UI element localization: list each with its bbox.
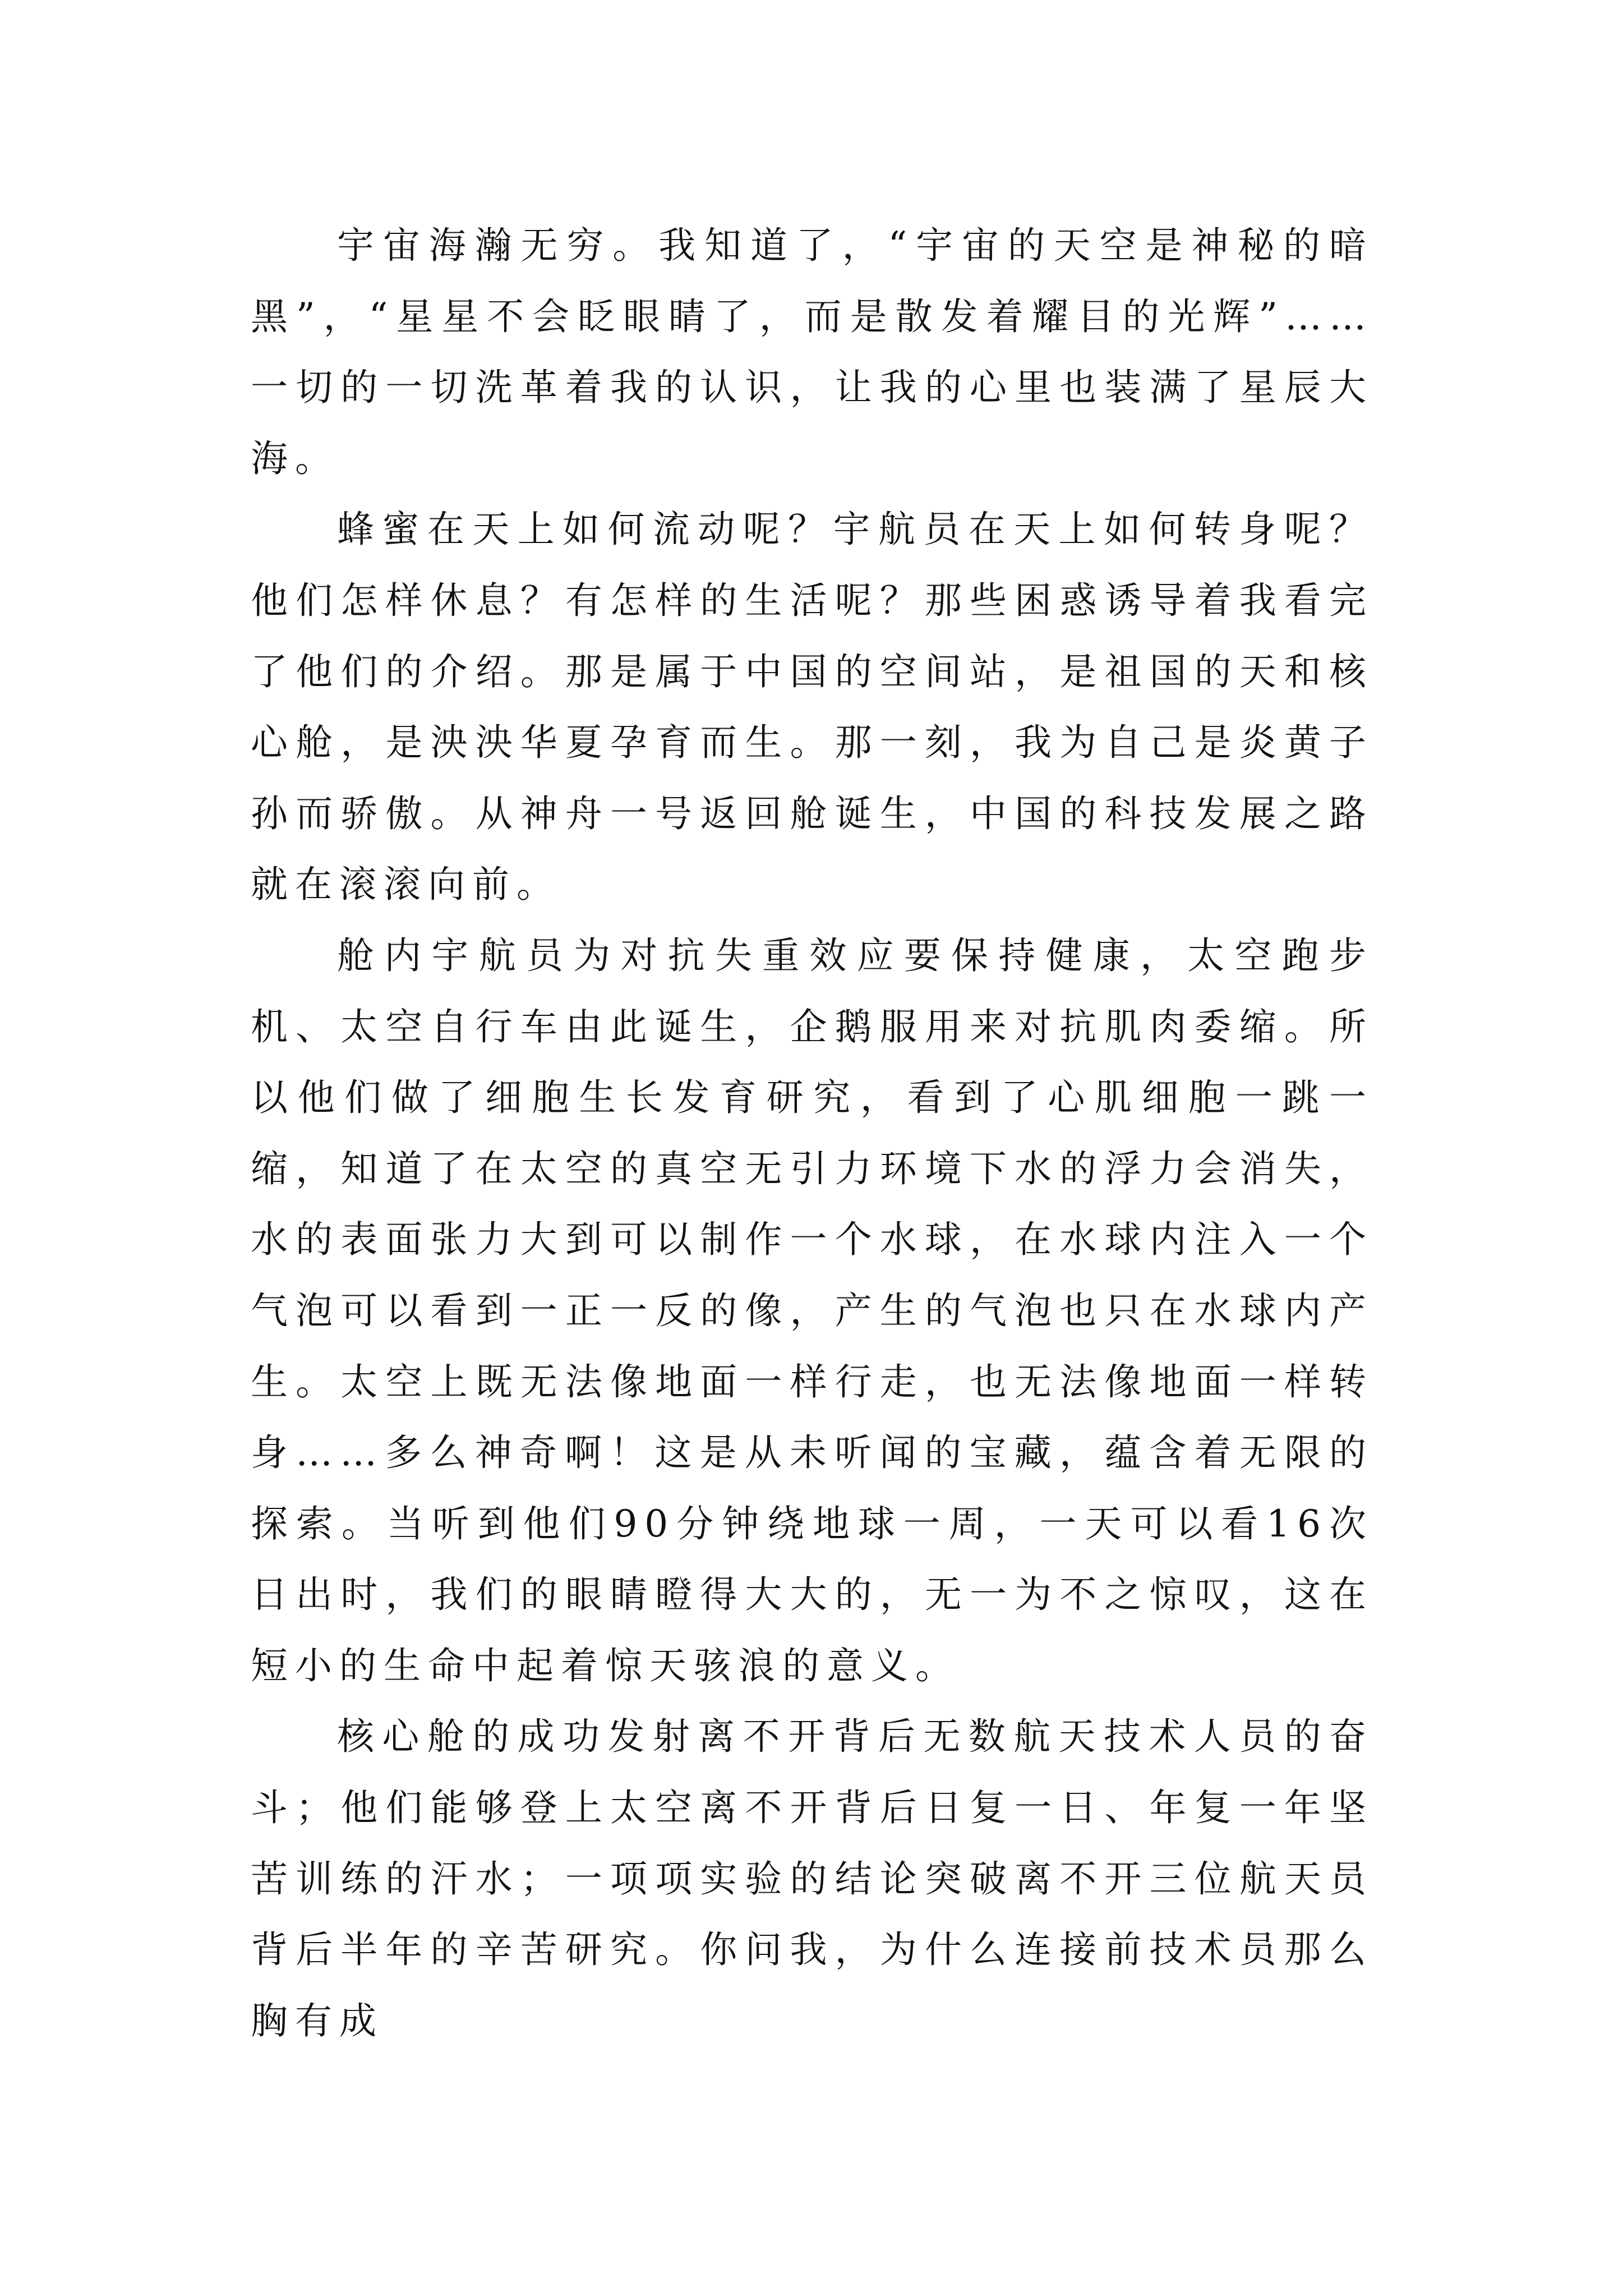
paragraph-4: 核心舱的成功发射离不开背后无数航天技术人员的奋斗；他们能够登上太空离不开背后日复一日、年复一年坚苦训练的汗水；一项项实验的结论突破离不开三位航天员背后半年的辛苦研究。你问我，为什么连接前技术员那么胸有成 (251, 1715, 1373, 2042)
paragraph-3: 舱内宇航员为对抗失重效应要保持健康，太空跑步机、太空自行车由此诞生，企鹅服用来对抗肌肉委缩。所以他们做了细胞生长发育研究，看到了心肌细胞一跳一缩，知道了在太空的真空无引力环境下水的浮力会消失，水的表面张力大到可以制作一个水球，在水球内注入一个气泡可以看到一正一反的像，产生的气泡也只在水球内产生。太空上既无法像地面一样行走，也无法像地面一样转身……多么神奇啊！这是从未听闻的宝藏，蕴含着无限的探索。当听到他们90分钟绕地球一周，一天可以看16次日出时，我们的眼睛瞪得大大的，无一为不之惊叹，这在短小的生命中起着惊天骇浪的意义。 (251, 933, 1373, 1687)
paragraph-2: 蜂蜜在天上如何流动呢？宇航员在天上如何转身呢？他们怎样休息？有怎样的生活呢？那些困惑诱导着我看完了他们的介绍。那是属于中国的空间站，是祖国的天和核心舱，是泱泱华夏孕育而生。那一刻，我为自己是炎黄子孙而骄傲。从神舟一号返回舱诞生，中国的科技发展之路就在滚滚向前。 (251, 508, 1373, 907)
paragraph-1: 宇宙海瀚无穷。我知道了，“宇宙的天空是神秘的暗黑”，“星星不会眨眼睛了，而是散发着耀目的光辉”……一切的一切洗革着我的认识，让我的心里也装满了星辰大海。 (251, 224, 1373, 480)
document-body (251, 210, 1373, 2056)
